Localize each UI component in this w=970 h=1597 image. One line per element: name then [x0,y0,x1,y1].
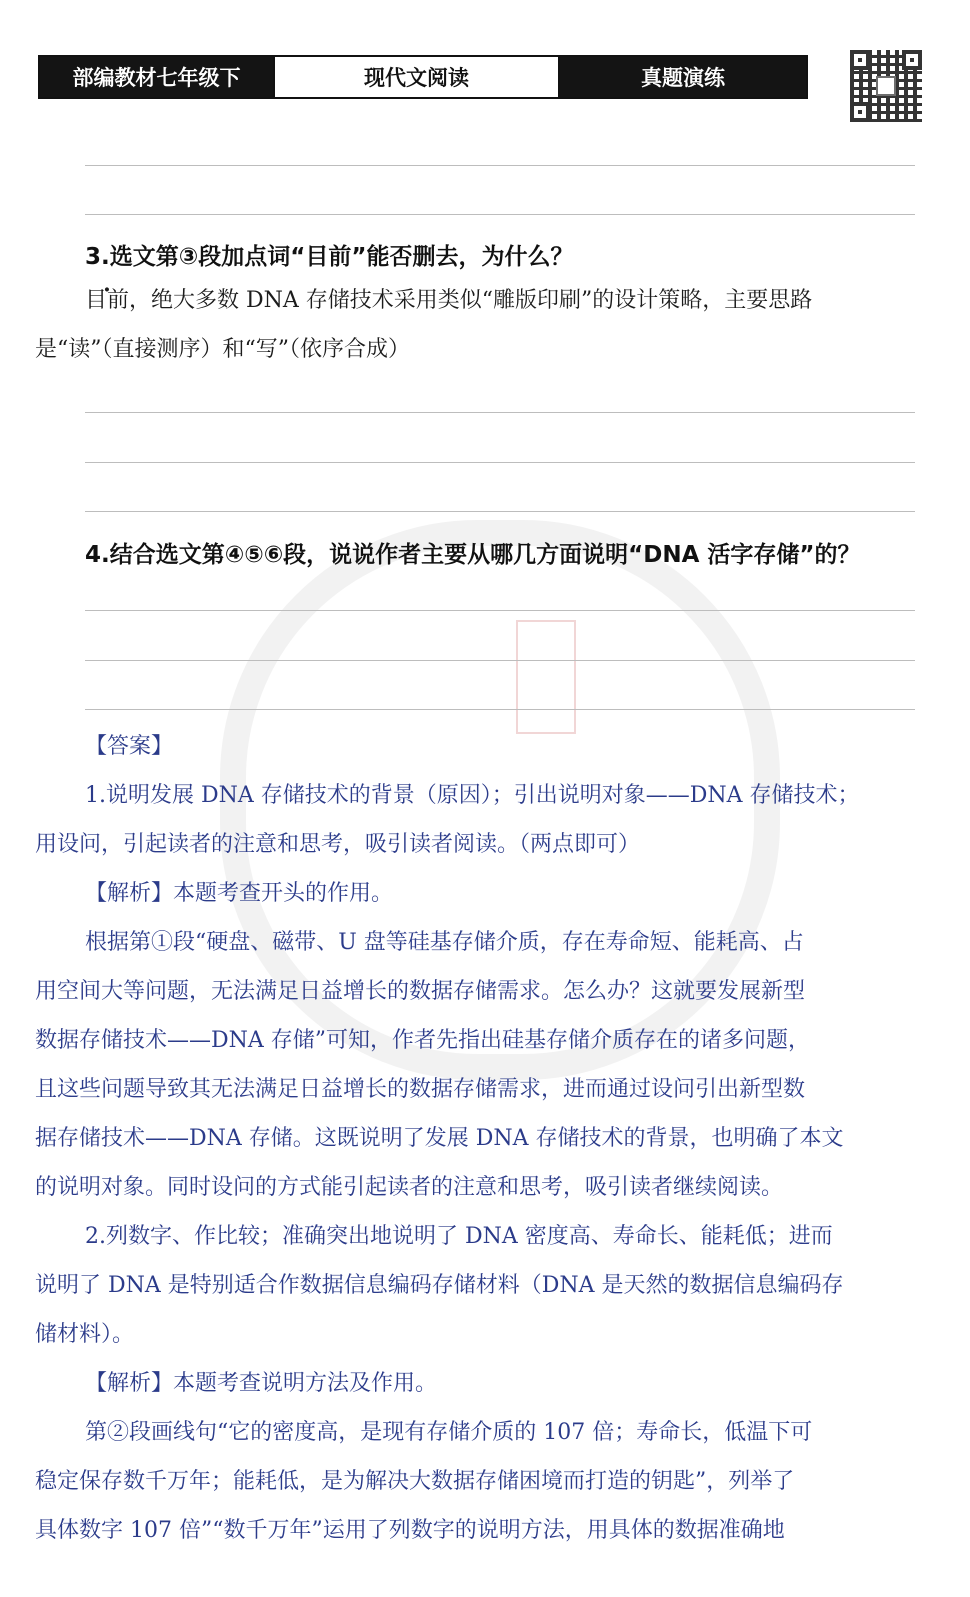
answer-line [85,511,915,512]
header-grade: 部编教材七年级下 [40,57,273,97]
answer-line [85,165,915,166]
question-3: 3.选文第③段加点词“目前”能否删去，为什么？ [85,244,574,270]
answer-2-line-1: 2.列数字、作比较；准确突出地说明了 DNA 密度高、寿命长、能耗低；进而 [85,1224,833,1249]
analysis-line: 用空间大等问题，无法满足日益增长的数据存储需求。怎么办？这就要发展新型 [35,979,806,1004]
question-4: 4.结合选文第④⑤⑥段，说说作者主要从哪几方面说明“DNA 活字存储”的？ [85,542,861,568]
header-section: 真题演练 [560,57,806,97]
answer-1-line-1: 1.说明发展 DNA 存储技术的背景（原因）；引出说明对象——DNA 存储技术； [85,783,860,808]
analysis-line: 具体数字 107 倍”“数千万年”运用了列数字的说明方法，用具体的数据准确地 [35,1518,785,1543]
page-header [38,55,808,99]
analysis-line: 数据存储技术——DNA 存储”可知，作者先指出硅基存储介质存在的诸多问题， [35,1028,811,1053]
answer-1-line-2: 用设问，引起读者的注意和思考，吸引读者阅读。（两点即可） [35,832,641,857]
answer-line [85,214,915,215]
analysis-line: 的说明对象。同时设问的方式能引起读者的注意和思考，吸引读者继续阅读。 [35,1175,784,1200]
watermark-stamp [516,620,576,734]
answer-line [85,610,915,611]
answer-1-analysis-heading: 【解析】本题考查开头的作用。 [85,881,394,906]
question-3-excerpt [35,276,915,374]
analysis-line: 第②段画线句“它的密度高，是现有存储介质的 107 倍；寿命长，低温下可 [85,1420,813,1445]
analysis-line: 据存储技术——DNA 存储。这既说明了发展 DNA 存储技术的背景，也明确了本文 [35,1126,844,1151]
answer-line [85,412,915,413]
excerpt-line-2: 是“读”（直接测序）和“写”（依序合成） [35,337,410,362]
excerpt-line-1: ，绝大多数 DNA 存储技术采用类似“雕版印刷”的设计策略，主要思路 [129,288,813,313]
answer-2-line-2: 说明了 DNA 是特别适合作数据信息编码存储材料（DNA 是天然的数据信息编码存 [35,1273,844,1298]
answer-line [85,462,915,463]
dotted-word: 目前 [85,288,130,313]
answer-line [85,660,915,661]
analysis-line: 根据第①段“硬盘、磁带、U 盘等硅基存储介质，存在寿命短、能耗高、占 [85,930,804,955]
answer-heading: 【答案】 [85,734,174,759]
answer-2-line-3: 储材料）。 [35,1322,135,1347]
analysis-line: 且这些问题导致其无法满足日益增长的数据存储需求，进而通过设问引出新型数 [35,1077,806,1102]
analysis-line: 稳定保存数千万年；能耗低，是为解决大数据存储困境而打造的钥匙”，列举了 [35,1469,795,1494]
qr-code-icon [850,50,922,122]
header-subject: 现代文阅读 [273,57,560,97]
answer-section [35,722,915,1555]
answer-2-analysis-heading: 【解析】本题考查说明方法及作用。 [85,1371,438,1396]
answer-line [85,709,915,710]
